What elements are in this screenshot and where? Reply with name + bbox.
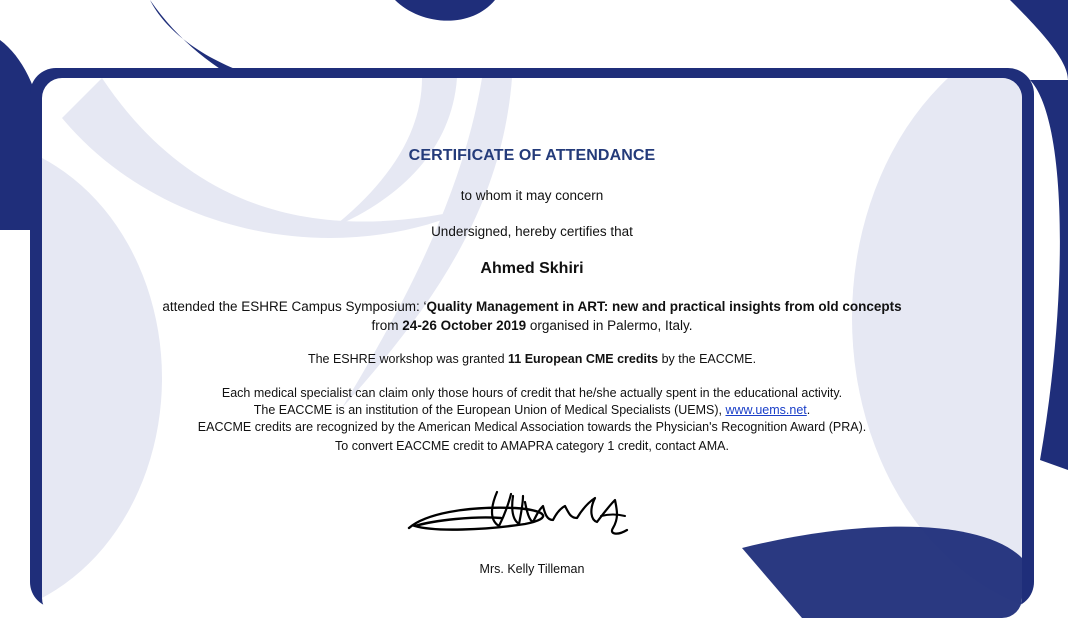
certifies-line: Undersigned, hereby certifies that xyxy=(431,224,633,239)
claim-line: Each medical specialist can claim only those hours of credit that he/she actually spent in the educational activity. xyxy=(221,386,843,400)
symposium-title: Quality Management in ART: new and practical insights from old concepts xyxy=(426,299,902,314)
event-dates: 24-26 October 2019 xyxy=(402,318,527,333)
attended-prefix: attended the ESHRE Campus Symposium: ‘ xyxy=(162,299,427,314)
certificate-title: CERTIFICATE OF ATTENDANCE xyxy=(408,147,656,164)
credits-suffix: by the EACCME. xyxy=(658,352,757,366)
eaccme-line xyxy=(42,403,1022,417)
uems-link[interactable]: www.uems.net xyxy=(725,403,807,417)
date-prefix: from xyxy=(371,318,403,333)
credits-line xyxy=(42,352,1022,366)
eaccme-prefix: The EACCME is an institution of the European Union of Medical Specialists (UEMS), xyxy=(253,403,726,417)
dates-line xyxy=(42,318,1022,333)
signature-image xyxy=(405,484,645,544)
eaccme-suffix: . xyxy=(806,403,811,417)
credits-prefix: The ESHRE workshop was granted xyxy=(307,352,509,366)
credits-amount: 11 European CME credits xyxy=(508,352,659,366)
signatory-name: Mrs. Kelly Tilleman xyxy=(479,562,585,576)
to-whom-line: to whom it may concern xyxy=(460,188,604,203)
convert-line: To convert EACCME credit to AMAPRA category 1 credit, contact AMA. xyxy=(335,439,729,453)
date-suffix: organised in Palermo, Italy. xyxy=(526,318,693,333)
attendee-name: Ahmed Skhiri xyxy=(480,260,584,277)
recognized-line: EACCME credits are recognized by the American Medical Association towards the Physician's Recognition Award (PRA). xyxy=(197,420,867,434)
attended-line xyxy=(42,299,1022,314)
